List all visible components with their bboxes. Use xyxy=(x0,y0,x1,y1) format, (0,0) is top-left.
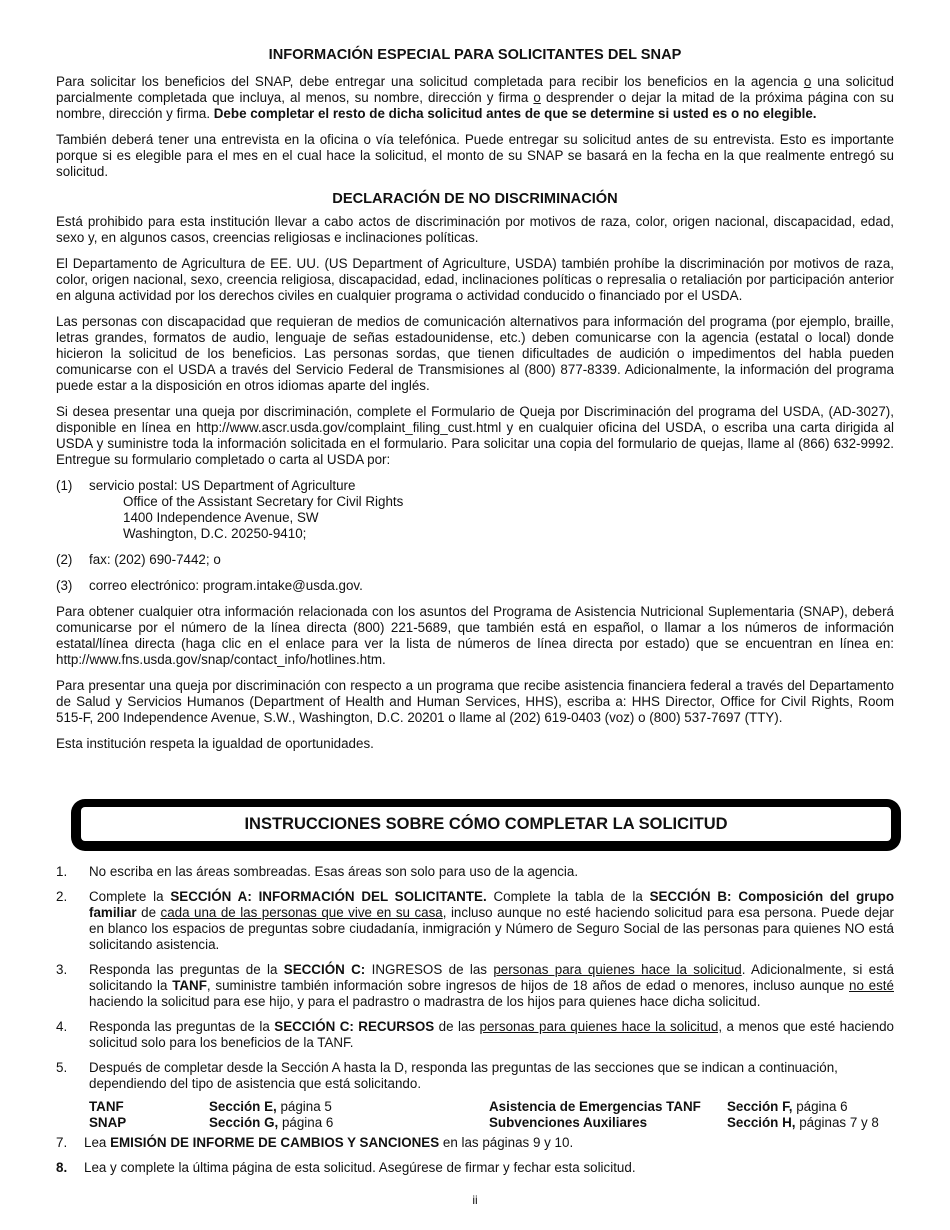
mail-address-line: servicio postal: US Department of Agriculture xyxy=(89,478,356,493)
snap-info-paragraph-2: También deberá tener una entrevista en la oficina o vía telefónica. Puede entregar su solicitud antes de su entrevista. Esto es importante porque si es elegible para el mes en el cual hace la solicitud, el monto de su SNAP se basará en la fecha en la que realmente entregó su solicitud. xyxy=(56,132,894,179)
mail-address-line: 1400 Independence Avenue, SW xyxy=(123,510,319,525)
instruction-item-2: 2. Complete la SECCIÓN A: INFORMACIÓN DEL SOLICITANTE. Complete la tabla de la SECCIÓN B: Composición del grupo familiar de cada una de las personas que vive en su casa, incluso aunque no esté haciendo solicitud para esa persona. Puede dejar en blanco los espacios de preguntas sobre ciudadanía, inmigración y Número de Seguro Social de las personas para quienes NO está solicitando asistencia. xyxy=(56,889,895,952)
upper-content xyxy=(56,44,894,762)
table-row: TANF Sección E, página 5 Asistencia de Emergencias TANF Sección F, página 6 xyxy=(89,1099,848,1114)
instructions-banner-title: INSTRUCCIONES SOBRE CÓMO COMPLETAR LA SOLICITUD xyxy=(81,807,891,841)
complaint-option-mail: (1) servicio postal: US Department of Agriculture Office of the Assistant Secretary for Civil Rights 1400 Independence Avenue, SW Washington, D.C. 20250-9410; xyxy=(56,478,404,541)
mail-address-line: Office of the Assistant Secretary for Civil Rights xyxy=(123,494,404,509)
instruction-item-5: 5. Después de completar desde la Sección A hasta la D, responda las preguntas de las secciones que se indican a continuación, dependiendo del tipo de asistencia que está solicitando. xyxy=(56,1060,838,1091)
instruction-item-8: 8. Lea y complete la última página de esta solicitud. Asegúrese de firmar y fechar esta solicitud. xyxy=(56,1160,636,1175)
instructions-banner xyxy=(71,799,901,851)
nondiscrimination-title: DECLARACIÓN DE NO DISCRIMINACIÓN xyxy=(332,191,618,207)
equal-opportunity-statement: Esta institución respeta la igualdad de oportunidades. xyxy=(56,736,374,751)
snap-info-paragraph-1: Para solicitar los beneficios del SNAP, debe entregar una solicitud completada para recibir los beneficios en la agencia o una solicitud parcialmente completada que incluya, al menos, su nombre, dirección y firma o desprender o dejar la mitad de la próxima página con su nombre, dirección y firma. Debe completar el resto de dicha solicitud antes de que se determine si usted es o no elegible. xyxy=(56,74,894,121)
nondiscrimination-paragraph-6: Para presentar una queja por discriminación con respecto a un programa que recibe asistencia financiera federal a través del Departamento de Salud y Servicios Humanos (Department of Health and Human Services, HHS), escriba a: HHS Director, Office for Civil Rights, Room 515-F, 200 Independence Avenue, S.W., Washington, D.C. 20201 o llame al (202) 619-0403 (voz) o (800) 537-7697 (TTY). xyxy=(56,678,894,725)
sections-table xyxy=(89,1099,879,1131)
nondiscrimination-paragraph-5: Para obtener cualquier otra información relacionada con los asuntos del Programa de Asistencia Nutricional Suplementaria (SNAP), deberá comunicarse por el número de la línea directa (800) 221-5689, que también está en español, o llamar a los números de información estatal/línea directa (haga clic en el enlace para ver la lista de números de línea directa por estado) que se encuentran en línea en: http://www.fns.usda.gov/snap/contact_info/hotlines.htm. xyxy=(56,604,894,667)
complaint-option-fax: (2) fax: (202) 690-7442; o xyxy=(56,552,221,567)
nondiscrimination-paragraph-4: Si desea presentar una queja por discriminación, complete el Formulario de Queja por Discriminación del programa del USDA, (AD-3027), disponible en línea en http://www.ascr.usda.gov/complaint_filing_cust.html y en cualquier oficina del USDA, o escriba una carta dirigida al USDA y suministre toda la información solicitada en el formulario. Para solicitar una copia del formulario de quejas, llame al (866) 632-9992. Entregue su formulario completado o carta al USDA por: xyxy=(56,404,894,467)
instruction-item-1: 1. No escriba en las áreas sombreadas. Esas áreas son solo para uso de la agencia. xyxy=(56,864,579,879)
instructions-list xyxy=(56,864,894,1185)
mail-address-line: Washington, D.C. 20250-9410; xyxy=(123,526,307,541)
page-number: ii xyxy=(472,1193,478,1207)
table-row: SNAP Sección G, página 6 Subvenciones Auxiliares Sección H, páginas 7 y 8 xyxy=(89,1115,879,1130)
instruction-item-4: 4. Responda las preguntas de la SECCIÓN C: RECURSOS de las personas para quienes hace la solicitud, a menos que esté haciendo solicitud solo para los beneficios de la TANF. xyxy=(56,1019,894,1050)
complaint-option-email: (3) correo electrónico: program.intake@usda.gov. xyxy=(56,578,363,593)
instruction-item-7: 7. Lea EMISIÓN DE INFORME DE CAMBIOS Y SANCIONES en las páginas 9 y 10. xyxy=(56,1135,574,1150)
nondiscrimination-paragraph-1: Está prohibido para esta institución llevar a cabo actos de discriminación por motivos de raza, color, origen nacional, discapacidad, edad, sexo y, en algunos casos, creencias religiosas e inclinaciones políticas. xyxy=(56,214,894,245)
nondiscrimination-paragraph-2: El Departamento de Agricultura de EE. UU. (US Department of Agriculture, USDA) también prohíbe la discriminación por motivos de raza, color, origen nacional, sexo, creencia religiosa, discapacidad, edad, inclinaciones políticas o represalia o retaliación por participación anterior en alguna actividad por los derechos civiles en cualquier programa o actividad conducido o financiado por el USDA. xyxy=(56,256,894,303)
snap-info-title: INFORMACIÓN ESPECIAL PARA SOLICITANTES DEL SNAP xyxy=(268,47,682,63)
instruction-item-3: 3. Responda las preguntas de la SECCIÓN C: INGRESOS de las personas para quienes hace la solicitud. Adicionalmente, si está solicitando la TANF, suministre también información sobre ingresos de hijos de 18 años de edad o menores, incluso aunque no esté haciendo la solicitud para ese hijo, y para el padrastro o madrastra de los hijos para quienes hace dicha solicitud. xyxy=(56,962,894,1009)
nondiscrimination-paragraph-3: Las personas con discapacidad que requieran de medios de comunicación alternativos para información del programa (por ejemplo, braille, letras grandes, formatos de audio, lenguaje de señas estadounidense, etc.) deben comunicarse con la agencia (estatal o local) donde hicieron la solicitud de los beneficios. Las personas sordas, que tienen dificultades de audición o impedimentos del habla pueden comunicarse con el USDA a través del Servicio Federal de Transmisiones al (800) 877-8339. Adicionalmente, la información del programa puede estar a la disposición en otros idiomas aparte del inglés. xyxy=(56,314,894,393)
